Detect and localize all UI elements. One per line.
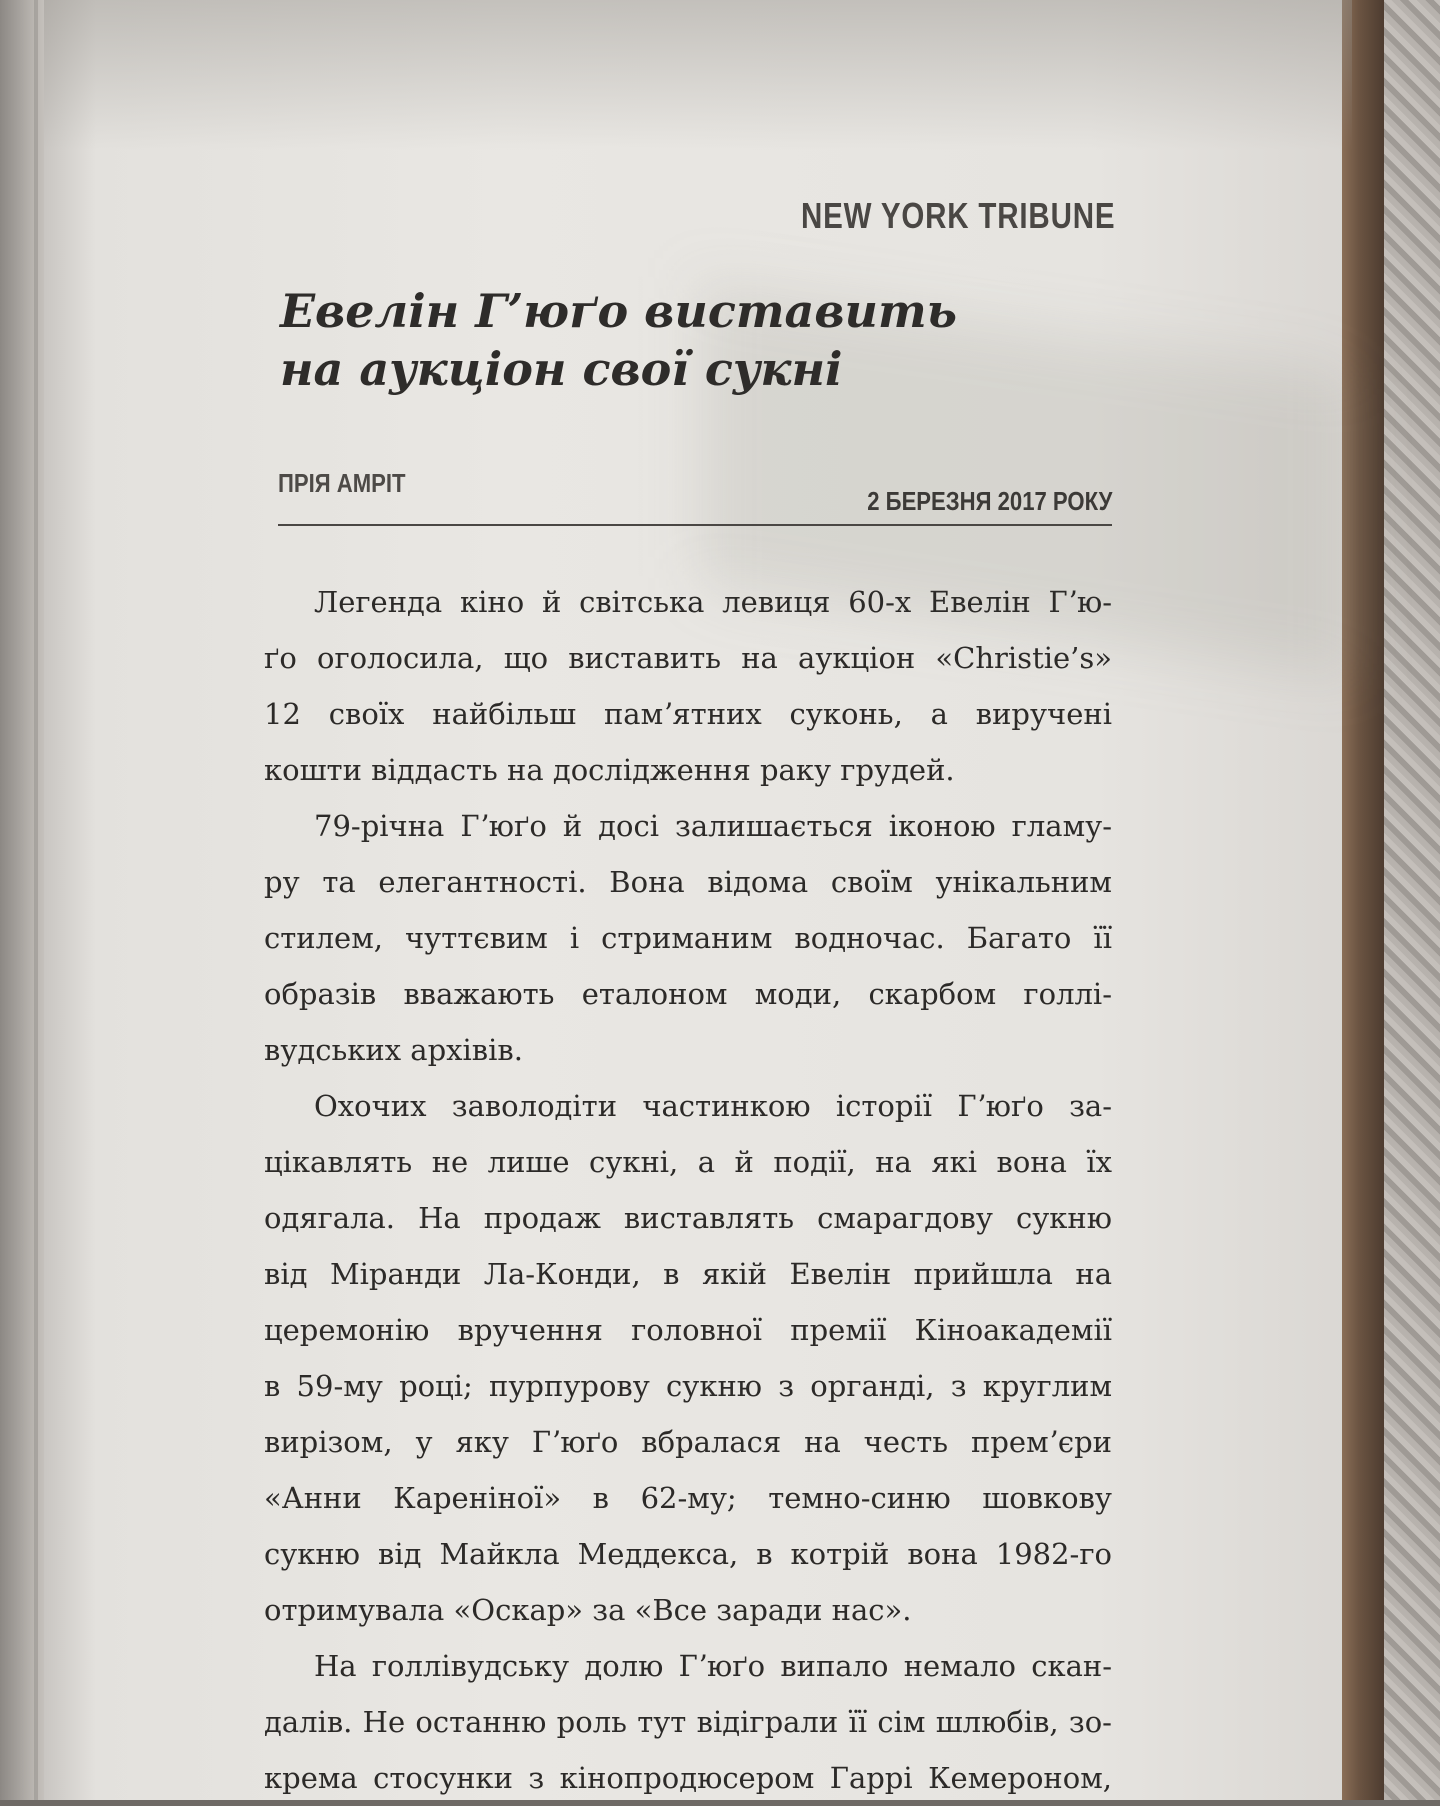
headline-line-2: на аукціон свої сукні (280, 342, 843, 396)
headline-line-1: Евелін Гʼюґо виставить (280, 284, 957, 338)
text-line: крема стосунки з кінопродюсером Гаррі Кемероном, (264, 1761, 1112, 1795)
text-line: вудських архівів. (264, 1033, 523, 1067)
text-line: отримувала «Оскар» за «Все заради нас». (264, 1593, 912, 1627)
text-line: На голлівудську долю Гʼюґо випало немало скан- (314, 1649, 1112, 1683)
text-line: сукню від Майкла Меддекса, в котрій вона 1982-го (264, 1537, 1112, 1571)
text-line: «Анни Кареніної» в 62-му; темно-синю шовкову (264, 1481, 1112, 1515)
text-line: образів вважають еталоном моди, скарбом голлі- (264, 977, 1112, 1011)
paragraph-2 (264, 798, 1112, 1078)
text-line: Охочих заволодіти частинкою історії Гʼюґо за- (314, 1089, 1112, 1123)
text-line: в 59-му році; пурпурову сукню з органді, з круглим (264, 1369, 1112, 1403)
publication-name: NEW YORK TRIBUNE (800, 195, 1115, 236)
article-body (264, 574, 1112, 1806)
text-line: далів. Не останню роль тут відіграли її сім шлюбів, зо- (264, 1705, 1112, 1739)
publication-date: 2 БЕРЕЗНЯ 2017 РОКУ (866, 486, 1112, 516)
paragraph-3 (264, 1078, 1112, 1638)
text-line: ґо оголосила, що виставить на аукціон «Christie’s» (264, 641, 1112, 675)
text-line: 12 своїх найбільш памʼятних суконь, а виручені (264, 697, 1112, 731)
text-line: ру та елегантності. Вона відома своїм унікальним (264, 865, 1112, 899)
text-line: стилем, чуттєвим і стриманим водночас. Багато її (264, 921, 1112, 955)
text-line: одягала. На продаж виставлять смарагдову сукню (264, 1201, 1112, 1235)
text-line: церемонію вручення головної премії Кіноакадемії (264, 1313, 1112, 1347)
text-line: вирізом, у яку Гʼюґо вбралася на честь премʼєри (264, 1425, 1112, 1459)
article-headline (280, 282, 1080, 398)
text-line: Легенда кіно й світська левиця 60-х Евелін Гʼю- (314, 585, 1112, 619)
text-line: від Міранди Ла-Конди, в якій Евелін прийшла на (264, 1257, 1112, 1291)
text-line: кошти віддасть на дослідження раку грудей. (264, 753, 955, 787)
header-divider (278, 524, 1112, 526)
text-line: 79-річна Гʼюґо й досі залишається іконою гламу- (314, 809, 1112, 843)
paragraph-1 (264, 574, 1112, 798)
text-line: цікавлять не лише сукні, а й події, на які вона їх (264, 1145, 1112, 1179)
paragraph-4 (264, 1638, 1112, 1806)
author-byline: ПРІЯ АМРІТ (278, 468, 406, 498)
